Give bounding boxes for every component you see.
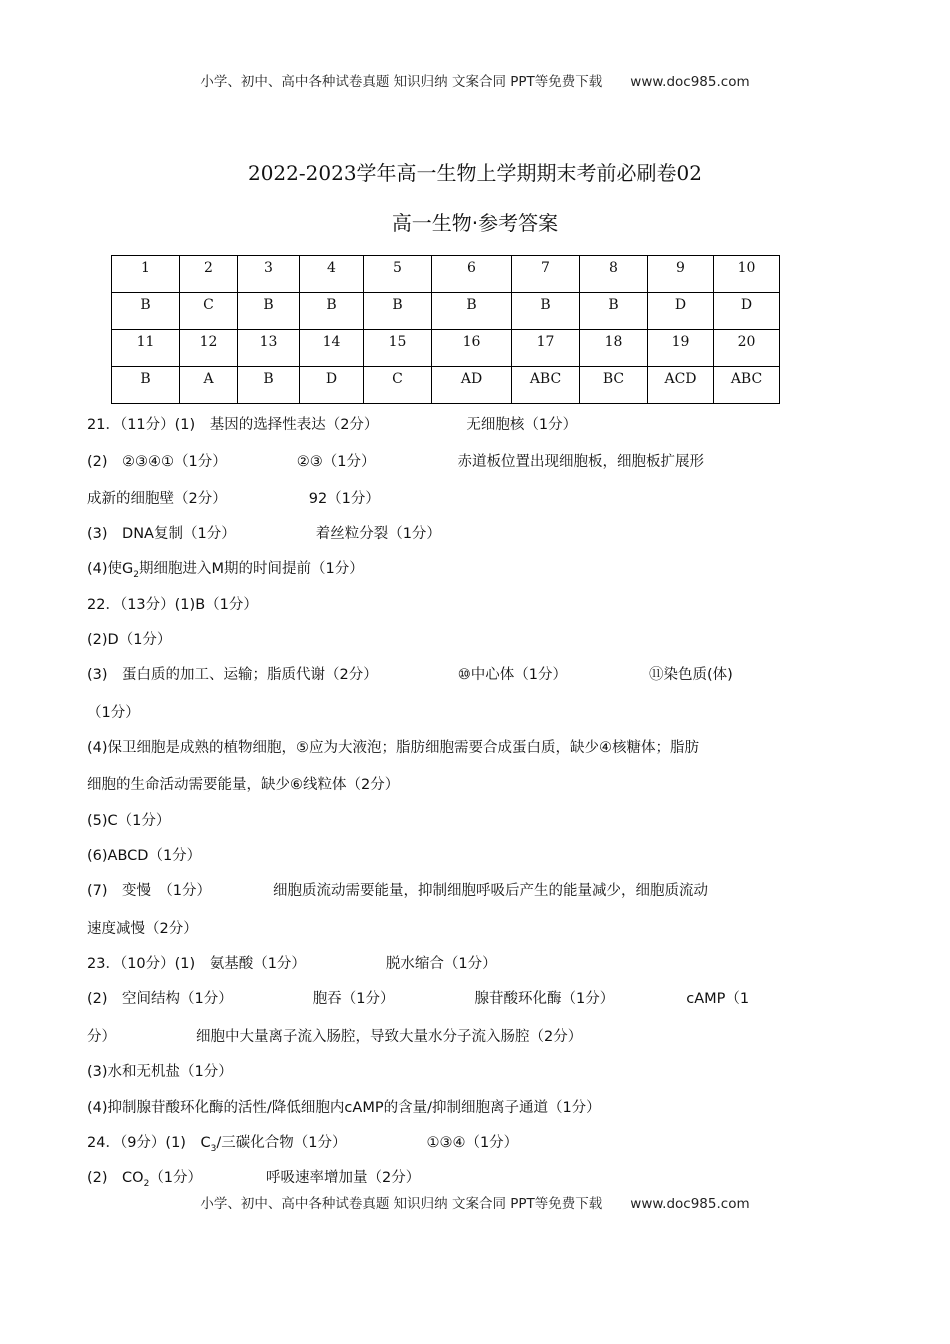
q24-2sub: 2 [143, 1178, 150, 1189]
q22-line9 [87, 879, 817, 900]
q22-line8: (6)ABCD（1分） [87, 848, 202, 864]
q21-line1 [87, 413, 817, 434]
answer-cell: ABC [714, 367, 780, 404]
answer-cell: 2 [180, 256, 238, 293]
q21-5sub: 2 [133, 569, 140, 580]
answer-cell: 10 [714, 256, 780, 293]
q23-2d: cAMP（1 [686, 991, 750, 1007]
answer-cell: ACD [648, 367, 714, 404]
q22-line6: 细胞的生命活动需要能量，缺少⑥线粒体（2分） [87, 777, 400, 793]
q21-2b: ②③（1分） [296, 454, 376, 470]
q21-line3 [87, 487, 817, 508]
header-text: 小学、初中、高中各种试卷真题 知识归纳 文案合同 PPT等免费下载 [200, 74, 603, 90]
q21-part1b: 无细胞核（1分） [466, 417, 578, 433]
answer-cell: 19 [648, 330, 714, 367]
q23-1b: 脱水缩合（1分） [385, 956, 497, 972]
q24-1b: /三碳化合物（1分） [216, 1135, 347, 1151]
q22-3b: ⑩中心体（1分） [457, 667, 567, 683]
answer-cell: 7 [512, 256, 580, 293]
answer-cell: B [112, 293, 180, 330]
q21-5b: 期细胞进入M期的时间提前（1分） [139, 561, 364, 577]
q23-line5: (4)抑制腺苷酸环化酶的活性/降低细胞内cAMP的含量/抑制细胞离子通道（1分） [87, 1100, 601, 1116]
answer-cell: B [238, 367, 300, 404]
q21-3a: 成新的细胞壁（2分） [87, 491, 227, 507]
q21-line2 [87, 450, 817, 471]
answer-cell: D [648, 293, 714, 330]
q24-2c: 呼吸速率增加量（2分） [266, 1170, 421, 1186]
q22-3c: ⑪染色质(体) [649, 667, 733, 683]
page-header-bottom [0, 1192, 950, 1212]
answer-cell: ABC [512, 367, 580, 404]
answer-cell: AD [432, 367, 512, 404]
q21-part1: 21．（11分）(1) 基因的选择性表达（2分） [87, 417, 379, 433]
q23-2c: 腺苷酸环化酶（1分） [474, 991, 615, 1007]
q21-4a: (3) DNA复制（1分） [87, 526, 236, 542]
answer-cell: 8 [580, 256, 648, 293]
answer-cell: C [180, 293, 238, 330]
answer-cell: 4 [300, 256, 364, 293]
q23-3b: 细胞中大量离子流入肠腔，导致大量水分子流入肠腔（2分） [196, 1029, 583, 1045]
answer-cell: 20 [714, 330, 780, 367]
q22-line5: (4)保卫细胞是成熟的植物细胞，⑤应为大液泡；脂肪细胞需要合成蛋白质，缺少④核糖体；脂肪 [87, 740, 700, 756]
footer-url: www.doc985.com [630, 1196, 750, 1212]
answer-cell: B [580, 293, 648, 330]
answer-cell: 11 [112, 330, 180, 367]
q22-line3 [87, 663, 817, 684]
answer-cell: 6 [432, 256, 512, 293]
q21-3b: 92（1分） [308, 491, 380, 507]
q24-2a: (2) CO [87, 1170, 144, 1186]
document-title: 2022-2023学年高一生物上学期期末考前必刷卷02 [247, 161, 702, 185]
answer-cell: B [300, 293, 364, 330]
q21-2c: 赤道板位置出现细胞板，细胞板扩展形 [457, 454, 704, 470]
page-header-top [0, 70, 950, 90]
answer-row [112, 330, 780, 367]
q21-line5 [87, 557, 817, 580]
answer-cell: B [112, 367, 180, 404]
q24-1c: ①③④（1分） [426, 1135, 519, 1151]
q23-line4: (3)水和无机盐（1分） [87, 1064, 233, 1080]
q23-line2 [87, 987, 817, 1008]
answer-cell: 14 [300, 330, 364, 367]
answer-cell: 15 [364, 330, 432, 367]
answer-row [112, 367, 780, 404]
q24-line2 [87, 1166, 817, 1189]
answer-cell: 5 [364, 256, 432, 293]
q24-2b: （1分） [149, 1170, 203, 1186]
answer-cell: B [512, 293, 580, 330]
q21-5a: (4)使G [87, 561, 134, 577]
answer-cell: BC [580, 367, 648, 404]
answer-cell: D [714, 293, 780, 330]
q21-line4 [87, 522, 817, 543]
answer-cell: B [238, 293, 300, 330]
q22-3a: (3) 蛋白质的加工、运输；脂质代谢（2分） [87, 667, 378, 683]
q22-9a: (7) 变慢 （1分） [87, 883, 212, 899]
q22-line2: (2)D（1分） [87, 632, 172, 648]
q24-1sub: 3 [210, 1143, 217, 1154]
answer-cell: D [300, 367, 364, 404]
q22-line1: 22．（13分）(1)B（1分） [87, 597, 258, 613]
answer-cell: 17 [512, 330, 580, 367]
answer-row [112, 293, 780, 330]
answer-cell: A [180, 367, 238, 404]
q23-3a: 分） [87, 1029, 116, 1045]
answer-cell: B [432, 293, 512, 330]
q22-line10: 速度减慢（2分） [87, 921, 198, 937]
q21-2a: (2) ②③④①（1分） [87, 454, 227, 470]
answer-cell: 13 [238, 330, 300, 367]
q24-1a: 24．（9分）(1) C [87, 1135, 211, 1151]
answer-cell: B [364, 293, 432, 330]
q22-9b: 细胞质流动需要能量，抑制细胞呼吸后产生的能量减少，细胞质流动 [273, 883, 709, 899]
q24-line1 [87, 1131, 817, 1154]
answer-cell: 18 [580, 330, 648, 367]
q23-1a: 23．（10分）(1) 氨基酸（1分） [87, 956, 306, 972]
q23-2a: (2) 空间结构（1分） [87, 991, 233, 1007]
q21-4b: 着丝粒分裂（1分） [315, 526, 441, 542]
answer-cell: 16 [432, 330, 512, 367]
footer-text: 小学、初中、高中各种试卷真题 知识归纳 文案合同 PPT等免费下载 [200, 1196, 603, 1212]
q22-line7: (5)C（1分） [87, 813, 171, 829]
document-subtitle: 高一生物·参考答案 [391, 211, 559, 235]
q23-2b: 胞吞（1分） [312, 991, 395, 1007]
answer-cell: 1 [112, 256, 180, 293]
q23-line3 [87, 1025, 817, 1046]
header-url: www.doc985.com [630, 74, 750, 90]
answer-cell: 12 [180, 330, 238, 367]
q23-line1 [87, 952, 817, 973]
answer-table [111, 255, 780, 404]
answer-cell: 3 [238, 256, 300, 293]
answer-cell: C [364, 367, 432, 404]
q22-line4: （1分） [87, 705, 140, 721]
answer-row [112, 256, 780, 293]
answer-cell: 9 [648, 256, 714, 293]
